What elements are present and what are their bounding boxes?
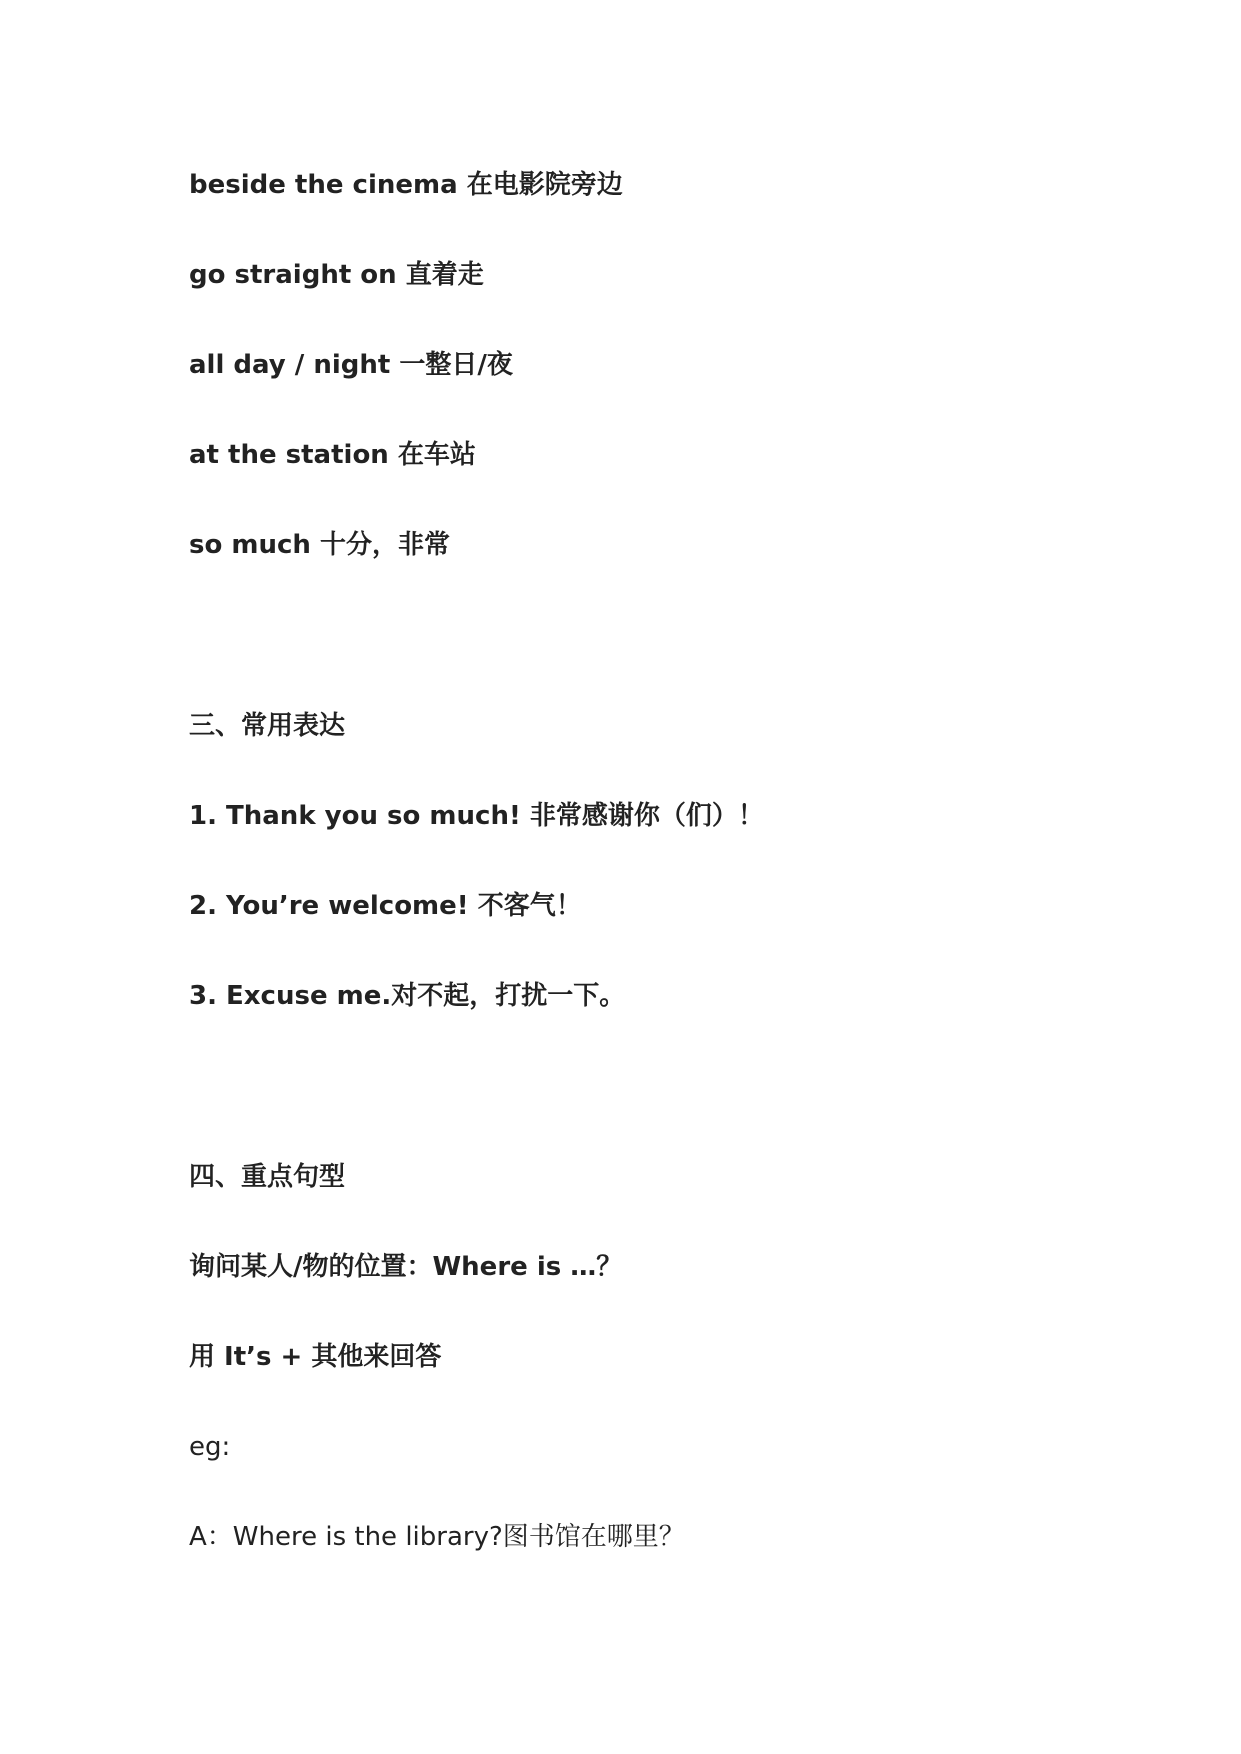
- expression-item: 3. Excuse me.对不起，打扰一下。: [189, 981, 626, 1011]
- vocab-line: at the station 在车站: [189, 440, 476, 470]
- expression-item: 2. You’re welcome! 不客气！: [189, 891, 582, 921]
- section-heading-expressions: 三、常用表达: [189, 711, 346, 741]
- sentence-pattern-line: 用 It’s + 其他来回答: [189, 1342, 442, 1372]
- example-sentence: A：Where is the library?图书馆在哪里？: [189, 1522, 685, 1552]
- example-label: eg:: [189, 1432, 231, 1462]
- section-heading-key-sentences: 四、重点句型: [189, 1162, 346, 1192]
- vocab-line: so much 十分，非常: [189, 530, 450, 560]
- vocab-line: beside the cinema 在电影院旁边: [189, 170, 623, 200]
- expression-item: 1. Thank you so much! 非常感谢你（们）！: [189, 801, 764, 831]
- vocab-line: go straight on 直着走: [189, 260, 484, 290]
- sentence-pattern-line: 询问某人/物的位置：Where is …？: [189, 1252, 623, 1282]
- vocab-line: all day / night 一整日/夜: [189, 350, 513, 380]
